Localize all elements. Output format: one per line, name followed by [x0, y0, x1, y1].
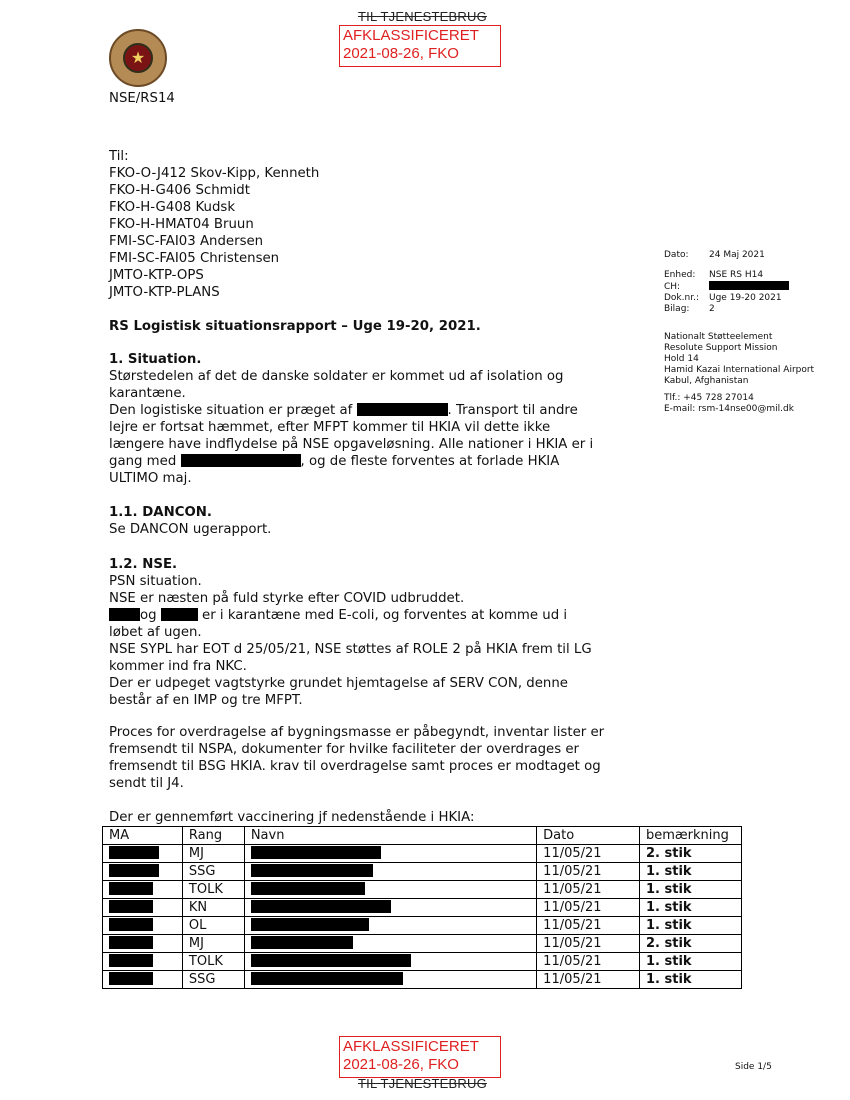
recipient: JMTO-KTP-PLANS: [109, 285, 220, 300]
ma-cell: [103, 953, 183, 971]
recipients-label: Til:: [109, 149, 129, 164]
redaction-bar: [109, 972, 153, 985]
paragraph-line: kommer ind fra NKC.: [109, 659, 247, 674]
redaction-bar: [251, 954, 411, 967]
rang-cell: OL: [182, 917, 244, 935]
table-row: [103, 881, 742, 899]
text-fragment: gang med: [109, 454, 177, 469]
redaction-bar: [109, 608, 140, 621]
stamp-line-2: 2021-08-26, FKO: [343, 45, 459, 62]
rang-cell: SSG: [182, 863, 244, 881]
document-metadata: [664, 250, 824, 315]
navn-cell: [244, 971, 536, 989]
column-header: bemærkning: [640, 827, 742, 845]
table-row: [103, 863, 742, 881]
dato-cell: 11/05/21: [537, 935, 640, 953]
navn-cell: [244, 953, 536, 971]
rang-cell: SSG: [182, 971, 244, 989]
section-heading: 1.2. NSE.: [109, 557, 178, 572]
classification-marking-struck: TIL TJENESTEBRUG: [358, 9, 487, 24]
section-heading: 1.1. DANCON.: [109, 505, 212, 520]
ma-cell: [103, 899, 183, 917]
paragraph-line: fremsendt til NSPA, dokumenter for hvilke faciliteter der overdrages er: [109, 742, 580, 757]
note-cell: 1. stik: [640, 917, 742, 935]
table-header-row: [103, 827, 742, 845]
paragraph-line: Størstedelen af det de danske soldater er kommet ud af isolation og: [109, 369, 564, 384]
section-dancon: [109, 504, 271, 538]
column-header: Navn: [244, 827, 536, 845]
recipient: FKO-H-HMAT04 Bruun: [109, 217, 254, 232]
paragraph-line: lejre er fortsat hæmmet, efter MFPT kommer til HKIA vil dette ikke: [109, 420, 551, 435]
redaction-bar: [109, 864, 159, 877]
ma-cell: [103, 845, 183, 863]
redaction-bar: [251, 972, 403, 985]
address-line: Hamid Kazai International Airport: [664, 365, 815, 375]
paragraph-line: [109, 453, 649, 470]
dato-cell: 11/05/21: [537, 971, 640, 989]
dato-cell: 11/05/21: [537, 863, 640, 881]
table-row: [103, 953, 742, 971]
section-heading: 1. Situation.: [109, 352, 202, 367]
stamp-line-1: AFKLASSIFICERET: [343, 27, 479, 44]
column-header: Dato: [537, 827, 640, 845]
recipient: FKO-O-J412 Skov-Kipp, Kenneth: [109, 166, 320, 181]
rang-cell: TOLK: [182, 953, 244, 971]
column-header: Rang: [182, 827, 244, 845]
ma-cell: [103, 881, 183, 899]
ma-cell: [103, 971, 183, 989]
note-cell: 1. stik: [640, 953, 742, 971]
dato-label: Dato:: [664, 250, 689, 260]
address-block: [664, 332, 834, 387]
paragraph-line: Proces for overdragelse af bygningsmasse er påbegyndt, inventar lister er: [109, 725, 605, 740]
doknr-value: Uge 19-20 2021: [709, 293, 782, 303]
redaction-bar: [251, 864, 373, 877]
doknr-label: Dok.nr.:: [664, 293, 699, 303]
ch-label: CH:: [664, 282, 681, 292]
rang-cell: TOLK: [182, 881, 244, 899]
paragraph-line: ULTIMO maj.: [109, 471, 192, 486]
dato-cell: 11/05/21: [537, 953, 640, 971]
table-row: [103, 917, 742, 935]
paragraph-line: består af en IMP og tre MFPT.: [109, 693, 303, 708]
navn-cell: [244, 863, 536, 881]
ma-cell: [103, 863, 183, 881]
paragraph-line: fremsendt til BSG HKIA. krav til overdragelse samt proces er modtaget og: [109, 759, 601, 774]
redaction-bar: [181, 454, 301, 467]
address-line: Hold 14: [664, 354, 699, 364]
text-fragment: Den logistiske situation er præget af: [109, 403, 353, 418]
recipients-block: [109, 148, 319, 301]
dato-cell: 11/05/21: [537, 917, 640, 935]
note-cell: 1. stik: [640, 881, 742, 899]
note-cell: 1. stik: [640, 863, 742, 881]
note-cell: 1. stik: [640, 899, 742, 917]
navn-cell: [244, 899, 536, 917]
redaction-bar: [357, 403, 448, 416]
table-row: [103, 845, 742, 863]
address-line: Nationalt Støtteelement: [664, 332, 773, 342]
enhed-label: Enhed:: [664, 270, 696, 280]
contact-block: [664, 393, 834, 415]
text-fragment: . Transport til andre: [447, 403, 578, 418]
vaccination-table: [102, 826, 742, 989]
section-situation: [109, 351, 649, 487]
enhed-value: NSE RS H14: [709, 270, 764, 280]
bilag-value: 2: [709, 304, 715, 314]
paragraph-line: længere have indflydelse på NSE opgaveløsning. Alle nationer i HKIA er i: [109, 437, 594, 452]
nse-logo: [109, 29, 167, 87]
rang-cell: MJ: [182, 845, 244, 863]
rang-cell: MJ: [182, 935, 244, 953]
dato-cell: 11/05/21: [537, 845, 640, 863]
dato-value: 24 Maj 2021: [709, 250, 765, 260]
phone-number: Tlf.: +45 728 27014: [664, 393, 754, 403]
logo-emblem: [123, 43, 153, 73]
paragraph-line: PSN situation.: [109, 574, 202, 589]
table-intro: Der er gennemført vaccinering jf nedenstående i HKIA:: [109, 810, 475, 825]
paragraph-line: Se DANCON ugerapport.: [109, 522, 272, 537]
dato-cell: 11/05/21: [537, 881, 640, 899]
note-cell: 2. stik: [640, 935, 742, 953]
document-title: RS Logistisk situationsrapport – Uge 19-20, 2021.: [109, 319, 481, 334]
redaction-bar: [251, 846, 381, 859]
note-cell: 1. stik: [640, 971, 742, 989]
navn-cell: [244, 935, 536, 953]
paragraph-line: løbet af ugen.: [109, 625, 202, 640]
handover-paragraph: [109, 724, 604, 792]
address-line: Kabul, Afghanistan: [664, 376, 749, 386]
table-row: [103, 935, 742, 953]
redaction-bar: [161, 608, 198, 621]
note-cell: 2. stik: [640, 845, 742, 863]
redaction-bar: [109, 900, 153, 913]
table-row: [103, 971, 742, 989]
unit-code: NSE/RS14: [109, 91, 175, 106]
recipient: JMTO-KTP-OPS: [109, 268, 204, 283]
paragraph-line: [109, 402, 649, 419]
table-row: [103, 899, 742, 917]
recipient: FKO-H-G406 Schmidt: [109, 183, 250, 198]
redaction-bar: [109, 846, 159, 859]
dato-cell: 11/05/21: [537, 899, 640, 917]
paragraph-line: NSE er næsten på fuld styrke efter COVID udbruddet.: [109, 591, 465, 606]
navn-cell: [244, 917, 536, 935]
recipient: FMI-SC-FAI05 Christensen: [109, 251, 280, 266]
paragraph-line: Der er udpeget vagtstyrke grundet hjemtagelse af SERV CON, denne: [109, 676, 568, 691]
redaction-bar: [709, 281, 789, 290]
paragraph-line: NSE SYPL har EOT d 25/05/21, NSE støttes af ROLE 2 på HKIA frem til LG: [109, 642, 592, 657]
recipient: FKO-H-G408 Kudsk: [109, 200, 236, 215]
paragraph-line: [109, 607, 592, 624]
stamp-line-2: 2021-08-26, FKO: [343, 1056, 459, 1073]
redaction-bar: [251, 918, 369, 931]
ma-cell: [103, 917, 183, 935]
email-address: E-mail: rsm-14nse00@mil.dk: [664, 404, 794, 414]
redaction-bar: [109, 954, 153, 967]
paragraph-line: karantæne.: [109, 386, 186, 401]
recipient: FMI-SC-FAI03 Andersen: [109, 234, 264, 249]
section-nse: [109, 556, 592, 709]
redaction-bar: [109, 882, 153, 895]
bilag-label: Bilag:: [664, 304, 690, 314]
redaction-bar: [109, 936, 153, 949]
star-icon: ★: [130, 48, 146, 67]
declassified-stamp: [339, 25, 501, 67]
text-fragment: , og de fleste forventes at forlade HKIA: [300, 454, 560, 469]
stamp-line-1: AFKLASSIFICERET: [343, 1038, 479, 1055]
ma-cell: [103, 935, 183, 953]
column-header: MA: [103, 827, 183, 845]
navn-cell: [244, 845, 536, 863]
address-line: Resolute Support Mission: [664, 343, 778, 353]
text-fragment: og: [140, 608, 157, 623]
redaction-bar: [251, 936, 353, 949]
page-number: Side 1/5: [735, 1062, 772, 1072]
navn-cell: [244, 881, 536, 899]
paragraph-line: sendt til J4.: [109, 776, 184, 791]
redaction-bar: [251, 882, 365, 895]
declassified-stamp-footer: [339, 1036, 501, 1078]
redaction-bar: [251, 900, 391, 913]
redaction-bar: [109, 918, 153, 931]
classification-marking-struck-footer: TIL TJENESTEBRUG: [358, 1076, 487, 1091]
rang-cell: KN: [182, 899, 244, 917]
text-fragment: er i karantæne med E-coli, og forventes at komme ud i: [202, 608, 568, 623]
